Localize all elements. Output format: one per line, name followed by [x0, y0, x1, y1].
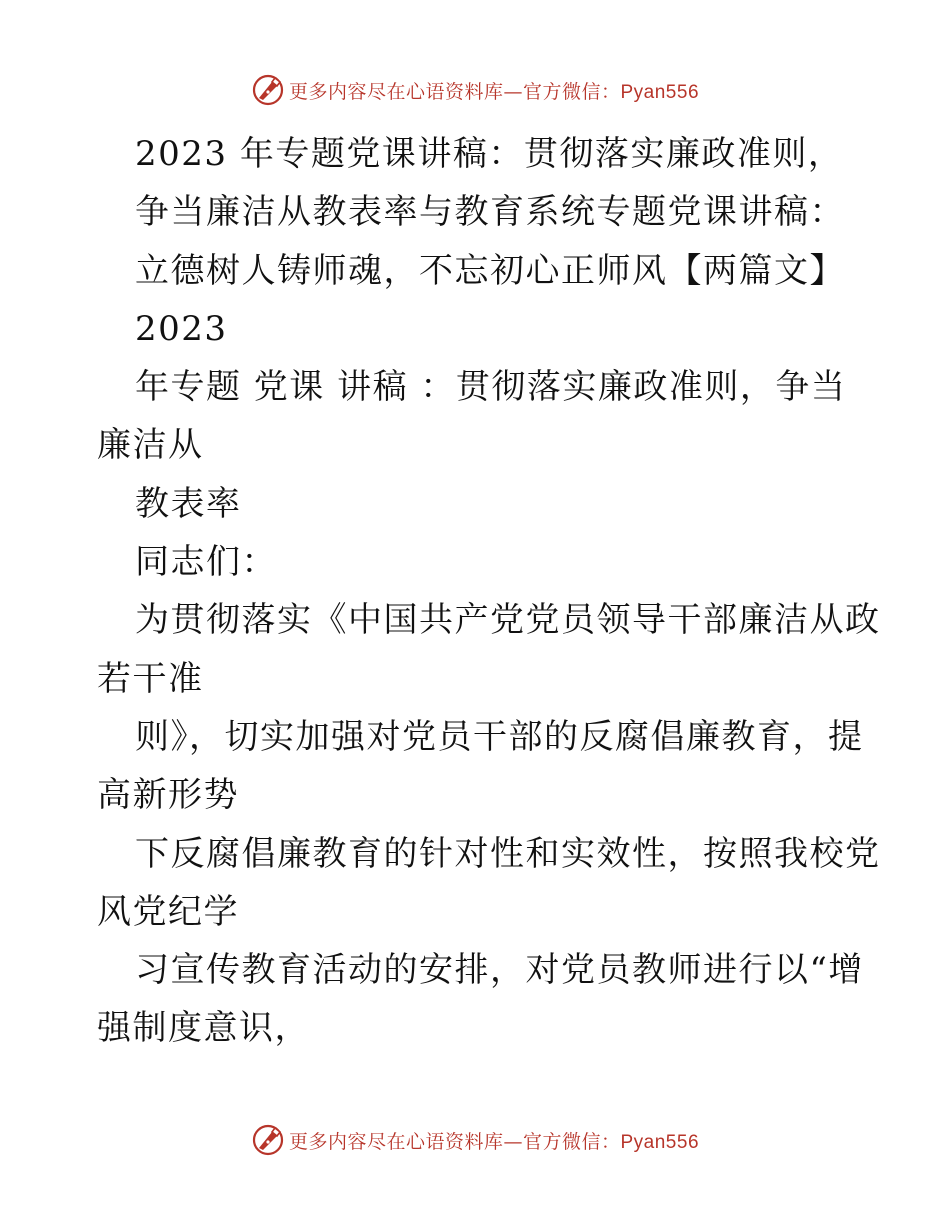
body-line: 2023 年专题党课讲稿：贯彻落实廉政准则，	[135, 134, 844, 174]
body-line: 习宣传教育活动的安排，对党员教师进行以“增	[135, 950, 864, 991]
body-line: 若干准	[97, 658, 204, 699]
body-line: 则》，切实加强对党员干部的反腐倡廉教育，提	[135, 716, 864, 757]
header-contact-label: 官方微信：	[522, 80, 621, 103]
footer-slogan: 更多内容尽在心语资料库	[288, 1130, 504, 1153]
body-line: 强制度意识，	[97, 1008, 310, 1049]
body-line: 高新形势	[97, 775, 239, 816]
footer-slogan-line	[289, 1127, 699, 1154]
body-line: 为贯彻落实《中国共产党党员领导干部廉洁从政	[135, 600, 881, 641]
header-separator: —	[503, 80, 523, 103]
body-line: 教表率	[135, 483, 242, 524]
footer-banner	[0, 1120, 950, 1160]
pen-nib-logo-icon	[251, 1123, 285, 1157]
body-line: 2023	[135, 308, 228, 349]
body-line: 年专题 党课 讲稿 ：贯彻落实廉政准则，争当	[135, 367, 847, 408]
header-slogan-line	[289, 77, 699, 104]
header-slogan: 更多内容尽在心语资料库	[288, 80, 504, 103]
document-body	[97, 125, 881, 1058]
footer-contact-account: Pyan556	[620, 1131, 700, 1153]
footer-contact-label: 官方微信：	[522, 1130, 621, 1153]
pen-nib-logo-icon	[251, 73, 285, 107]
body-line: 下反腐倡廉教育的针对性和实效性，按照我校党	[135, 833, 881, 874]
body-line: 同志们：	[135, 542, 277, 583]
body-line: 廉洁从	[97, 425, 204, 466]
footer-separator: —	[503, 1130, 523, 1153]
header-contact-account: Pyan556	[620, 81, 700, 103]
header-banner	[0, 70, 950, 110]
body-line: 立德树人铸师魂，不忘初心正师风【两篇文】	[135, 250, 845, 291]
body-line: 风党纪学	[97, 891, 239, 932]
body-line: 争当廉洁从教表率与教育系统专题党课讲稿：	[135, 192, 845, 233]
